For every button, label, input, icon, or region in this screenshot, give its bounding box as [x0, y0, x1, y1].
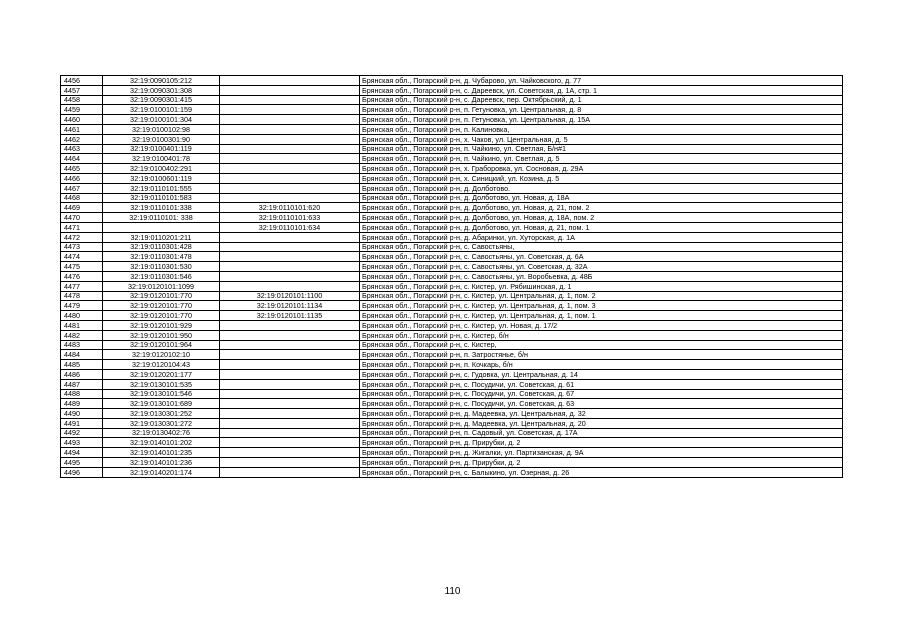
address-cell: Брянская обл., Погарский р-н, с. Посудичи, ул. Советская, д. 61 [360, 379, 843, 389]
row-number-cell: 4495 [61, 458, 103, 468]
table-row [61, 115, 843, 125]
related-cadastral-number-cell [220, 438, 360, 448]
row-number-cell: 4471 [61, 222, 103, 232]
cadastral-number-cell: 32:19:0110301:530 [103, 262, 220, 272]
cadastral-number-cell: 32:19:0120101:770 [103, 291, 220, 301]
cadastral-number-cell: 32:19:0090301:415 [103, 95, 220, 105]
related-cadastral-number-cell: 32:19:0120101:1100 [220, 291, 360, 301]
cadastral-number-cell: 32:19:0110301:546 [103, 271, 220, 281]
row-number-cell: 4472 [61, 232, 103, 242]
cadastral-number-cell: 32:19:0110101:583 [103, 193, 220, 203]
related-cadastral-number-cell [220, 399, 360, 409]
row-number-cell: 4480 [61, 311, 103, 321]
related-cadastral-number-cell [220, 330, 360, 340]
address-cell: Брянская обл., Погарский р-н, д. Долботово, ул. Новая, д. 21, пом. 1 [360, 222, 843, 232]
related-cadastral-number-cell [220, 76, 360, 86]
cadastral-number-cell: 32:19:0100102:98 [103, 124, 220, 134]
table-row [61, 203, 843, 213]
table-row [61, 164, 843, 174]
row-number-cell: 4488 [61, 389, 103, 399]
related-cadastral-number-cell [220, 134, 360, 144]
table-row [61, 379, 843, 389]
page-number: 110 [444, 586, 461, 597]
cadastral-number-cell: 32:19:0130301:272 [103, 418, 220, 428]
table-row [61, 124, 843, 134]
table-row [61, 222, 843, 232]
related-cadastral-number-cell [220, 164, 360, 174]
related-cadastral-number-cell [220, 350, 360, 360]
address-cell: Брянская обл., Погарский р-н, с. Кистер, ул. Центральная, д. 1, пом. 2 [360, 291, 843, 301]
row-number-cell: 4457 [61, 85, 103, 95]
row-number-cell: 4456 [61, 76, 103, 86]
table-row [61, 409, 843, 419]
cadastral-number-cell: 32:19:0100101:304 [103, 115, 220, 125]
table-row [61, 340, 843, 350]
cadastral-number-cell: 32:19:0110101: 338 [103, 213, 220, 223]
table-row [61, 183, 843, 193]
related-cadastral-number-cell [220, 154, 360, 164]
row-number-cell: 4465 [61, 164, 103, 174]
table-row [61, 458, 843, 468]
cadastral-number-cell: 32:19:0100401:119 [103, 144, 220, 154]
related-cadastral-number-cell: 32:19:0110101:620 [220, 203, 360, 213]
row-number-cell: 4482 [61, 330, 103, 340]
related-cadastral-number-cell: 32:19:0120101:1134 [220, 301, 360, 311]
table-row [61, 213, 843, 223]
address-cell: Брянская обл., Погарский р-н, п. Гетуновка, ул. Центральная, д. 15А [360, 115, 843, 125]
address-cell: Брянская обл., Погарский р-н, с. Кистер, ул. Центральная, д. 1, пом. 3 [360, 301, 843, 311]
related-cadastral-number-cell [220, 124, 360, 134]
row-number-cell: 4468 [61, 193, 103, 203]
row-number-cell: 4476 [61, 271, 103, 281]
table-row [61, 85, 843, 95]
table-row [61, 252, 843, 262]
row-number-cell: 4473 [61, 242, 103, 252]
address-cell: Брянская обл., Погарский р-н, п. Чайкино, ул. Светлая, д. 5 [360, 154, 843, 164]
cadastral-number-cell: 32:19:0120101:929 [103, 320, 220, 330]
table-row [61, 320, 843, 330]
table-row [61, 291, 843, 301]
related-cadastral-number-cell [220, 183, 360, 193]
cadastral-number-cell: 32:19:0130402:76 [103, 428, 220, 438]
related-cadastral-number-cell [220, 193, 360, 203]
cadastral-number-cell: 32:19:0100402:291 [103, 164, 220, 174]
address-cell: Брянская обл., Погарский р-н, с. Дареевск, ул. Советская, д. 1А, стр. 1 [360, 85, 843, 95]
address-cell: Брянская обл., Погарский р-н, с. Гудовка, ул. Центральная, д. 14 [360, 369, 843, 379]
cadastral-number-cell: 32:19:0130101:689 [103, 399, 220, 409]
row-number-cell: 4474 [61, 252, 103, 262]
table-row [61, 76, 843, 86]
address-cell: Брянская обл., Погарский р-н, с. Посудичи, ул. Советская, д. 63 [360, 399, 843, 409]
row-number-cell: 4462 [61, 134, 103, 144]
related-cadastral-number-cell [220, 281, 360, 291]
related-cadastral-number-cell: 32:19:0120101:1135 [220, 311, 360, 321]
row-number-cell: 4479 [61, 301, 103, 311]
table-row [61, 369, 843, 379]
cadastral-number-cell: 32:19:0120102:10 [103, 350, 220, 360]
table-row [61, 330, 843, 340]
cadastral-number-cell: 32:19:0140201:174 [103, 467, 220, 477]
address-cell: Брянская обл., Погарский р-н, х. Граборовка, ул. Сосновая, д. 29А [360, 164, 843, 174]
cadastral-number-cell: 32:19:0130301:252 [103, 409, 220, 419]
table-row [61, 105, 843, 115]
cadastral-number-cell: 32:19:0110201:211 [103, 232, 220, 242]
related-cadastral-number-cell [220, 252, 360, 262]
address-cell: Брянская обл., Погарский р-н, д. Прирубки, д. 2 [360, 438, 843, 448]
row-number-cell: 4485 [61, 360, 103, 370]
table-row [61, 232, 843, 242]
cadastral-number-cell: 32:19:0100401:78 [103, 154, 220, 164]
row-number-cell: 4461 [61, 124, 103, 134]
cadastral-number-cell [103, 222, 220, 232]
address-cell: Брянская обл., Погарский р-н, с. Кистер, б/н [360, 330, 843, 340]
address-cell: Брянская обл., Погарский р-н, п. Садовый, ул. Советская, д. 17А [360, 428, 843, 438]
related-cadastral-number-cell [220, 105, 360, 115]
related-cadastral-number-cell [220, 467, 360, 477]
address-cell: Брянская обл., Погарский р-н, д. Прирубки, д. 2 [360, 458, 843, 468]
row-number-cell: 4459 [61, 105, 103, 115]
address-cell: Брянская обл., Погарский р-н, д. Чубарово, ул. Чайковского, д. 77 [360, 76, 843, 86]
address-cell: Брянская обл., Погарский р-н, с. Посудичи, ул. Советская, д. 67 [360, 389, 843, 399]
table-row [61, 271, 843, 281]
row-number-cell: 4469 [61, 203, 103, 213]
cadastral-number-cell: 32:19:0100601:119 [103, 173, 220, 183]
row-number-cell: 4496 [61, 467, 103, 477]
address-cell: Брянская обл., Погарский р-н, с. Савостьяны, ул. Советская, д. 32А [360, 262, 843, 272]
table-row [61, 448, 843, 458]
cadastral-number-cell: 32:19:0120104:43 [103, 360, 220, 370]
table-row [61, 428, 843, 438]
cadastral-number-cell: 32:19:0140101:202 [103, 438, 220, 448]
related-cadastral-number-cell [220, 389, 360, 399]
address-cell: Брянская обл., Погарский р-н, х. Синицкий, ул. Козина, д. 5 [360, 173, 843, 183]
table-row [61, 438, 843, 448]
table-row [61, 242, 843, 252]
address-cell: Брянская обл., Погарский р-н, п. Затростянье, б/н [360, 350, 843, 360]
cadastral-number-cell: 32:19:0130101:546 [103, 389, 220, 399]
related-cadastral-number-cell [220, 409, 360, 419]
cadastral-number-cell: 32:19:0140101:235 [103, 448, 220, 458]
cadastral-number-cell: 32:19:0110301:478 [103, 252, 220, 262]
row-number-cell: 4477 [61, 281, 103, 291]
row-number-cell: 4483 [61, 340, 103, 350]
row-number-cell: 4489 [61, 399, 103, 409]
address-cell: Брянская обл., Погарский р-н, д. Абаринки, ул. Хуторская, д. 1А [360, 232, 843, 242]
cadastral-number-cell: 32:19:0120201:177 [103, 369, 220, 379]
row-number-cell: 4467 [61, 183, 103, 193]
table-row [61, 262, 843, 272]
related-cadastral-number-cell [220, 271, 360, 281]
table-row [61, 418, 843, 428]
row-number-cell: 4470 [61, 213, 103, 223]
related-cadastral-number-cell [220, 340, 360, 350]
cadastral-number-cell: 32:19:0120101:770 [103, 301, 220, 311]
related-cadastral-number-cell [220, 379, 360, 389]
cadastral-number-cell: 32:19:0120101:770 [103, 311, 220, 321]
address-cell: Брянская обл., Погарский р-н, д. Долботово, ул. Новая, д. 21, пом. 2 [360, 203, 843, 213]
table-row [61, 281, 843, 291]
address-cell: Брянская обл., Погарский р-н, с. Балыкино, ул. Озерная, д. 26 [360, 467, 843, 477]
row-number-cell: 4484 [61, 350, 103, 360]
cadastral-number-cell: 32:19:0140101:236 [103, 458, 220, 468]
related-cadastral-number-cell [220, 115, 360, 125]
address-cell: Брянская обл., Погарский р-н, д. Мадеевка, ул. Центральная, д. 32 [360, 409, 843, 419]
row-number-cell: 4458 [61, 95, 103, 105]
table-row [61, 173, 843, 183]
table-row [61, 154, 843, 164]
row-number-cell: 4492 [61, 428, 103, 438]
related-cadastral-number-cell [220, 458, 360, 468]
cadastral-number-cell: 32:19:0100101:159 [103, 105, 220, 115]
row-number-cell: 4466 [61, 173, 103, 183]
address-cell: Брянская обл., Погарский р-н, с. Савостьяны, ул. Воробьевка, д. 48Б [360, 271, 843, 281]
table-row [61, 144, 843, 154]
cadastral-number-cell: 32:19:0110301:428 [103, 242, 220, 252]
table-row [61, 467, 843, 477]
related-cadastral-number-cell [220, 95, 360, 105]
row-number-cell: 4486 [61, 369, 103, 379]
cadastral-number-cell: 32:19:0120101:964 [103, 340, 220, 350]
row-number-cell: 4463 [61, 144, 103, 154]
address-cell: Брянская обл., Погарский р-н, с. Кистер, ул. Рябишинская, д. 1 [360, 281, 843, 291]
related-cadastral-number-cell [220, 448, 360, 458]
cadastral-number-cell: 32:19:0090105:212 [103, 76, 220, 86]
row-number-cell: 4478 [61, 291, 103, 301]
related-cadastral-number-cell [220, 320, 360, 330]
registry-table-body [61, 76, 843, 478]
registry-table [60, 75, 843, 478]
cadastral-number-cell: 32:19:0090301:308 [103, 85, 220, 95]
address-cell: Брянская обл., Погарский р-н, с. Дареевск, пер. Октябрьский, д. 1 [360, 95, 843, 105]
address-cell: Брянская обл., Погарский р-н, с. Савостьяны, ул. Советская, д. 6А [360, 252, 843, 262]
related-cadastral-number-cell [220, 369, 360, 379]
row-number-cell: 4494 [61, 448, 103, 458]
table-row [61, 95, 843, 105]
cadastral-number-cell: 32:19:0110101:338 [103, 203, 220, 213]
address-cell: Брянская обл., Погарский р-н, п. Гетуновка, ул. Центральная, д. 8 [360, 105, 843, 115]
table-row [61, 193, 843, 203]
row-number-cell: 4464 [61, 154, 103, 164]
related-cadastral-number-cell: 32:19:0110101:634 [220, 222, 360, 232]
related-cadastral-number-cell [220, 173, 360, 183]
cadastral-number-cell: 32:19:0130101:535 [103, 379, 220, 389]
address-cell: Брянская обл., Погарский р-н, с. Кистер, ул. Центральная, д. 1, пом. 1 [360, 311, 843, 321]
related-cadastral-number-cell [220, 262, 360, 272]
related-cadastral-number-cell [220, 144, 360, 154]
table-row [61, 350, 843, 360]
address-cell: Брянская обл., Погарский р-н, п. Чайкино, ул. Светлая, Б/н#1 [360, 144, 843, 154]
row-number-cell: 4460 [61, 115, 103, 125]
cadastral-number-cell: 32:19:0120101:1099 [103, 281, 220, 291]
address-cell: Брянская обл., Погарский р-н, с. Савостьяны, [360, 242, 843, 252]
table-row [61, 399, 843, 409]
cadastral-number-cell: 32:19:0120101:950 [103, 330, 220, 340]
address-cell: Брянская обл., Погарский р-н, д. Долботово, ул. Новая, д. 18А, пом. 2 [360, 213, 843, 223]
address-cell: Брянская обл., Погарский р-н, д. Долботово, ул. Новая, д. 18А [360, 193, 843, 203]
related-cadastral-number-cell [220, 418, 360, 428]
address-cell: Брянская обл., Погарский р-н, с. Кистер, ул. Новая, д. 17/2 [360, 320, 843, 330]
row-number-cell: 4487 [61, 379, 103, 389]
cadastral-number-cell: 32:19:0100301:90 [103, 134, 220, 144]
related-cadastral-number-cell: 32:19:0110101:633 [220, 213, 360, 223]
row-number-cell: 4493 [61, 438, 103, 448]
address-cell: Брянская обл., Погарский р-н, д. Долботово. [360, 183, 843, 193]
table-row [61, 360, 843, 370]
table-row [61, 389, 843, 399]
row-number-cell: 4490 [61, 409, 103, 419]
row-number-cell: 4491 [61, 418, 103, 428]
related-cadastral-number-cell [220, 85, 360, 95]
address-cell: Брянская обл., Погарский р-н, д. Жигалки, ул. Партизанская, д. 9А [360, 448, 843, 458]
address-cell: Брянская обл., Погарский р-н, с. Кистер, [360, 340, 843, 350]
related-cadastral-number-cell [220, 242, 360, 252]
address-cell: Брянская обл., Погарский р-н, д. Мадеевка, ул. Центральная, д. 20 [360, 418, 843, 428]
address-cell: Брянская обл., Погарский р-н, х. Чаков, ул. Центральная, д. 5 [360, 134, 843, 144]
address-cell: Брянская обл., Погарский р-н, п. Кочкарь, б/н [360, 360, 843, 370]
related-cadastral-number-cell [220, 360, 360, 370]
row-number-cell: 4481 [61, 320, 103, 330]
address-cell: Брянская обл., Погарский р-н, п. Калиновка, [360, 124, 843, 134]
table-row [61, 311, 843, 321]
cadastral-number-cell: 32:19:0110101:555 [103, 183, 220, 193]
row-number-cell: 4475 [61, 262, 103, 272]
table-row [61, 301, 843, 311]
related-cadastral-number-cell [220, 232, 360, 242]
related-cadastral-number-cell [220, 428, 360, 438]
table-row [61, 134, 843, 144]
